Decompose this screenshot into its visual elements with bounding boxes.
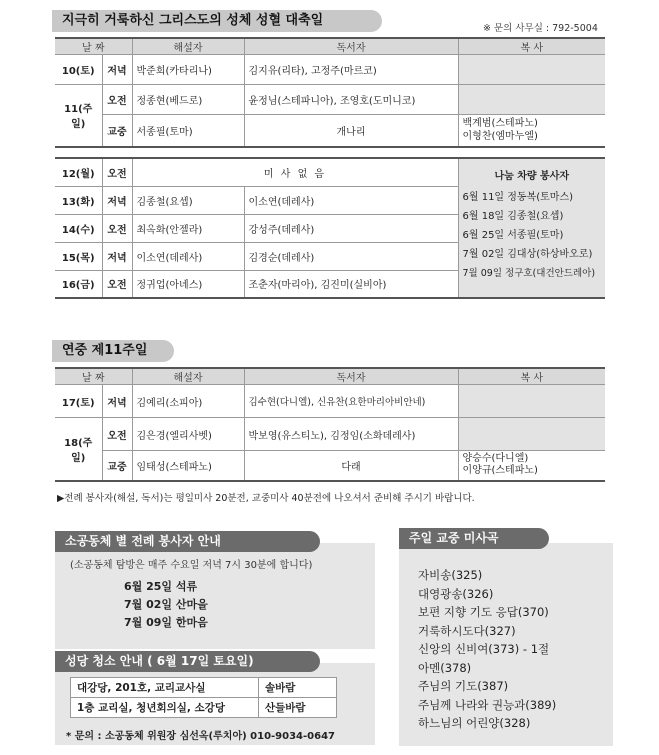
server-cell bbox=[458, 451, 605, 481]
cleaning-place: 1층 교리실, 청년회의실, 소강당 bbox=[71, 698, 259, 718]
commentator-cell: 정귀업(아녜스) bbox=[132, 270, 244, 298]
cleaning-group: 산들바람 bbox=[259, 698, 337, 718]
date-cell: 14(수) bbox=[55, 214, 102, 242]
server-cell bbox=[458, 385, 605, 418]
schedule-table-weekday bbox=[55, 157, 605, 299]
time-cell: 교중 bbox=[102, 115, 132, 147]
server-name: 이형찬(엠마누엘) bbox=[462, 131, 538, 143]
date-cell: 11(주일) bbox=[55, 85, 102, 147]
hymns-title: 주일 교중 미사곡 bbox=[399, 528, 549, 549]
header-commentator: 해설자 bbox=[132, 368, 244, 385]
readers-cell: 김경순(데레사) bbox=[244, 242, 458, 270]
volunteers-title: 소공동체 별 전례 봉사자 안내 bbox=[55, 531, 320, 552]
volunteer-item: 7월 02일 산마을 bbox=[124, 598, 208, 611]
commentator-cell: 정종현(베드로) bbox=[132, 85, 244, 115]
share-item: 7월 09일 정구호(대건안드레아) bbox=[462, 268, 596, 279]
server-cell bbox=[458, 418, 605, 451]
readers-cell: 윤정님(스테파니아), 조영호(도미니코) bbox=[244, 85, 458, 115]
table-row bbox=[55, 418, 605, 451]
commentator-cell: 최옥화(안젤라) bbox=[132, 214, 244, 242]
section1-title: 지극히 거룩하신 그리스도의 성체 성혈 대축일 bbox=[52, 10, 382, 32]
readers-cell: 강성주(데레사) bbox=[244, 214, 458, 242]
date-cell: 15(목) bbox=[55, 242, 102, 270]
hymn-item: 주님께 나라와 권능과(389) bbox=[418, 697, 557, 712]
time-cell: 오전 bbox=[102, 158, 132, 186]
hymn-item: 아멘(378) bbox=[418, 660, 472, 675]
share-item: 6월 11일 정동복(토마스) bbox=[462, 192, 574, 203]
volunteers-subtitle: (소공동체 탐방은 매주 수요일 저녁 7시 30분에 합니다) bbox=[70, 560, 313, 571]
volunteer-item: 7월 09일 한마음 bbox=[124, 616, 208, 629]
readers-cell: 박보영(유스티노), 김정임(소화데레사) bbox=[244, 418, 458, 451]
header-server: 복 사 bbox=[458, 38, 605, 55]
commentator-cell: 김은경(엘리사벳) bbox=[132, 418, 244, 451]
hymn-item: 보편 지향 기도 응답(370) bbox=[418, 605, 549, 619]
date-cell: 17(토) bbox=[55, 385, 102, 418]
table-row bbox=[71, 698, 337, 718]
header-date: 날 짜 bbox=[55, 368, 132, 385]
share-item: 6월 18일 김종철(요셉) bbox=[462, 211, 564, 222]
commentator-cell: 김예리(소피아) bbox=[132, 385, 244, 418]
time-cell: 교중 bbox=[102, 451, 132, 481]
hymn-item: 하느님의 어린양(328) bbox=[418, 716, 531, 730]
readers-cell: 개나리 bbox=[244, 115, 458, 147]
header-server: 복 사 bbox=[458, 368, 605, 385]
cleaning-title: 성당 청소 안내 ( 6월 17일 토요일) bbox=[55, 651, 320, 672]
section2-title: 연중 제11주일 bbox=[52, 340, 174, 362]
time-cell: 저녁 bbox=[102, 55, 132, 85]
hymn-item: 대영광송(326) bbox=[418, 586, 494, 601]
server-cell bbox=[458, 55, 605, 85]
readers-cell: 이소연(데레사) bbox=[244, 186, 458, 214]
time-cell: 오전 bbox=[102, 214, 132, 242]
table-row bbox=[55, 158, 605, 186]
volunteer-item: 6월 25일 석류 bbox=[124, 580, 198, 593]
schedule-table-1 bbox=[55, 37, 605, 148]
share-title: 나눔 차량 봉사자 bbox=[494, 171, 570, 182]
table-row bbox=[55, 385, 605, 418]
cleaning-place: 대강당, 201호, 교리교사실 bbox=[71, 678, 259, 698]
readers-cell: 김지유(리타), 고정주(마르코) bbox=[244, 55, 458, 85]
share-item: 6월 25일 서종필(토마) bbox=[462, 230, 564, 241]
time-cell: 저녁 bbox=[102, 385, 132, 418]
hymn-item: 자비송(325) bbox=[418, 568, 483, 582]
liturgy-note: ▶전례 봉사자(해설, 독서)는 평일미사 20분전, 교중미사 40분전에 나오셔서 준비해 주시기 바랍니다. bbox=[57, 493, 475, 504]
header-readers: 독서자 bbox=[244, 38, 458, 55]
hymn-item: 주님의 기도(387) bbox=[418, 679, 509, 693]
commentator-cell: 임태성(스테파노) bbox=[132, 451, 244, 481]
time-cell: 저녁 bbox=[102, 186, 132, 214]
date-cell: 18(주일) bbox=[55, 418, 102, 481]
commentator-cell: 서종필(토마) bbox=[132, 115, 244, 147]
time-cell: 저녁 bbox=[102, 242, 132, 270]
readers-cell: 김수현(다니엘), 신유찬(요한마리아비안네) bbox=[244, 385, 458, 418]
time-cell: 오전 bbox=[102, 85, 132, 115]
commentator-cell: 이소연(데레사) bbox=[132, 242, 244, 270]
table-row bbox=[55, 451, 605, 481]
commentator-cell: 김종철(요셉) bbox=[132, 186, 244, 214]
time-cell: 오전 bbox=[102, 418, 132, 451]
date-cell: 12(월) bbox=[55, 158, 102, 186]
office-contact: ※ 문의 사무실 : 792-5004 bbox=[483, 23, 598, 34]
commentator-cell: 박준희(카타리나) bbox=[132, 55, 244, 85]
share-item: 7월 02일 김대상(하상바오로) bbox=[462, 249, 593, 260]
header-readers: 독서자 bbox=[244, 368, 458, 385]
date-cell: 13(화) bbox=[55, 186, 102, 214]
hymn-item: 신앙의 신비여(373) - 1절 bbox=[418, 642, 550, 656]
hymn-item: 거룩하시도다(327) bbox=[418, 623, 516, 638]
time-cell: 오전 bbox=[102, 270, 132, 298]
server-cell bbox=[458, 85, 605, 115]
schedule-table-2 bbox=[55, 367, 605, 482]
cleaning-table bbox=[70, 677, 337, 718]
table-row bbox=[55, 115, 605, 147]
readers-cell: 조춘자(마리아), 김진미(실비아) bbox=[244, 270, 458, 298]
no-mass-note: 미 사 없 음 bbox=[132, 158, 458, 186]
cleaning-contact: * 문의 : 소공동체 위원장 심선옥(루치아) 010-9034-0647 bbox=[66, 731, 335, 742]
hymn-list bbox=[418, 566, 556, 733]
table-row bbox=[55, 55, 605, 85]
header-commentator: 해설자 bbox=[132, 38, 244, 55]
header-date: 날 짜 bbox=[55, 38, 132, 55]
readers-cell: 다래 bbox=[244, 451, 458, 481]
server-name: 백계범(스테파노) bbox=[462, 118, 538, 130]
server-name: 양승수(다니엘) bbox=[462, 453, 529, 465]
table-row bbox=[71, 678, 337, 698]
table-row bbox=[55, 85, 605, 115]
server-name: 이양규(스테파노) bbox=[462, 465, 538, 477]
date-cell: 16(금) bbox=[55, 270, 102, 298]
server-cell bbox=[458, 115, 605, 147]
date-cell: 10(토) bbox=[55, 55, 102, 85]
share-volunteers bbox=[458, 158, 605, 298]
cleaning-group: 솔바람 bbox=[259, 678, 337, 698]
